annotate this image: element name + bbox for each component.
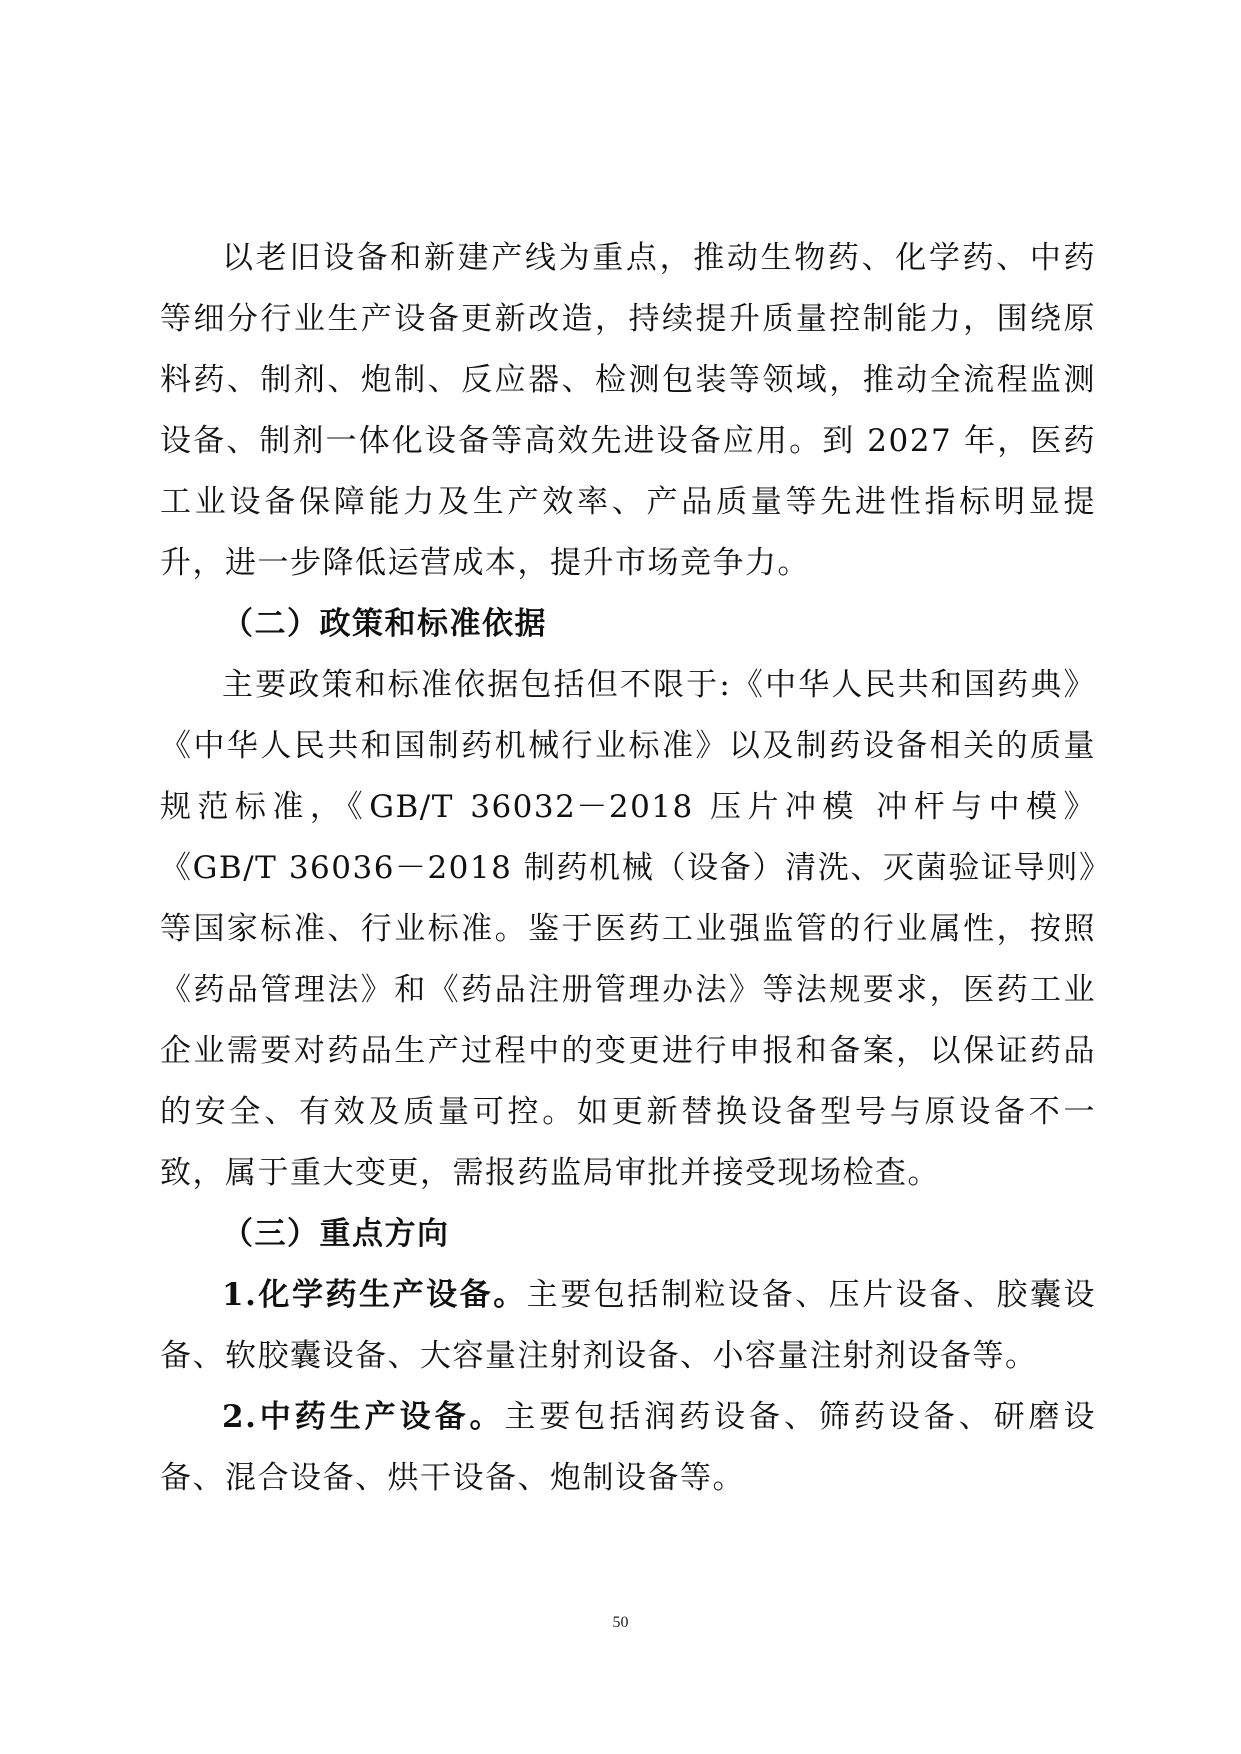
paragraph-policy-standards: 主要政策和标准依据包括但不限于:《中华人民共和国药典》《中华人民共和国制药机械行业标准》以及制药设备相关的质量规范标准，《GB/T 36032－2018 压片冲模 冲杆与中模》《GB/T 36036－2018 制药机械（设备）清洗、灭菌验证导则》等国家标准、行业标准。鉴于医药工业强监管的行业属性，按照《药品管理法》和《药品注册管理办法》等法规要求，医药工业企业需要对药品生产过程中的变更进行申报和备案，以保证药品的安全、有效及质量可控。如更新替换设备型号与原设备不一致，属于重大变更，需报药监局审批并接受现场检查。	[160, 667, 1096, 1191]
page-number: 50	[612, 1614, 629, 1631]
item-lead-tcm: 2.中药生产设备。	[222, 1399, 505, 1435]
item-text-chemical-drug: 主要包括制粒设备、压片设备、胶囊设备、软胶囊设备、大容量注射剂设备、小容量注射剂设备等。	[160, 1277, 1096, 1374]
item-text-tcm: 主要包括润药设备、筛药设备、研磨设备、混合设备、烘干设备、炮制设备等。	[160, 1399, 1096, 1496]
item-lead-chemical-drug: 1.化学药生产设备。	[222, 1277, 527, 1313]
list-item-tcm-equipment	[160, 1387, 1096, 1509]
list-item-chemical-drug-equipment	[160, 1265, 1096, 1387]
paragraph-goals: 以老旧设备和新建产线为重点，推动生物药、化学药、中药等细分行业生产设备更新改造，持续提升质量控制能力，围绕原料药、制剂、炮制、反应器、检测包装等领域，推动全流程监测设备、制剂一体化设备等高效先进设备应用。到 2027 年，医药工业设备保障能力及生产效率、产品质量等先进性指标明显提升，进一步降低运营成本，提升市场竞争力。	[160, 240, 1096, 581]
section-heading-key-directions: （三）重点方向	[222, 1216, 450, 1252]
section-heading-policy-standards: （二）政策和标准依据	[222, 606, 547, 642]
page-body	[160, 228, 1096, 1509]
